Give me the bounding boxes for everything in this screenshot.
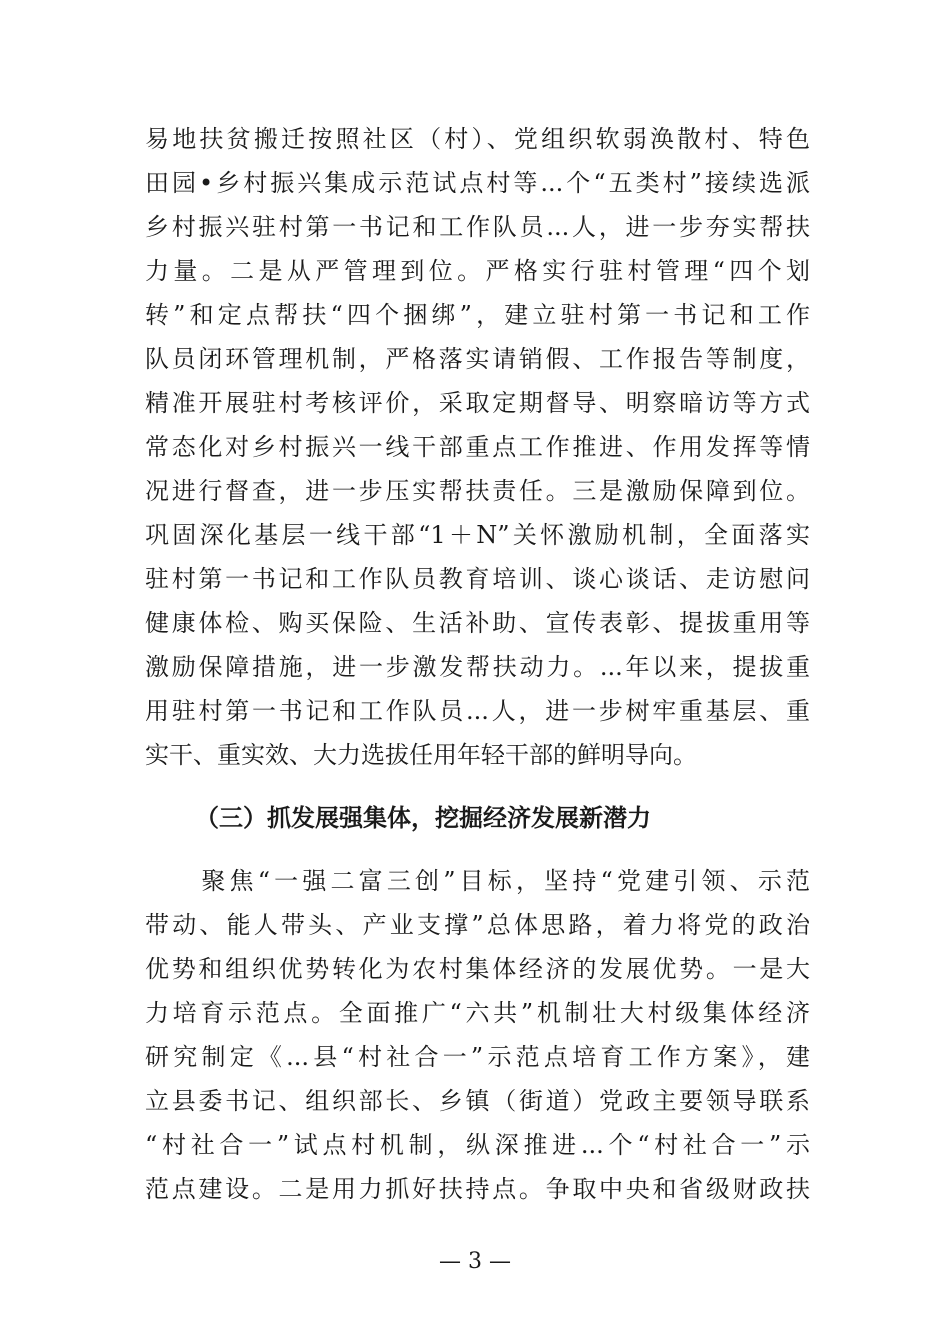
text-line: 优势和组织优势转化为农村集体经济的发展优势。一是大	[145, 955, 810, 983]
text-line: 驻村第一书记和工作队员教育培训、谈心谈话、走访慰问	[145, 565, 810, 593]
text-line: 况进行督查，进一步压实帮扶责任。三是激励保障到位。	[145, 477, 810, 505]
section-heading: （三）抓发展强集体，挖掘经济发展新潜力	[195, 803, 651, 832]
text-line: 实干、重实效、大力选拔任用年轻干部的鲜明导向。	[145, 741, 697, 769]
text-line: 健康体检、购买保险、生活补助、宣传表彰、提拔重用等	[145, 609, 810, 637]
text-line: 研究制定《...县“村社合一”示范点培育工作方案》，建	[145, 1043, 810, 1071]
text-line: 聚焦“一强二富三创”目标，坚持“党建引领、示范	[145, 867, 810, 895]
text-line: 力培育示范点。全面推广“六共”机制壮大村级集体经济	[145, 999, 810, 1027]
text-line: 范点建设。二是用力抓好扶持点。争取中央和省级财政扶	[145, 1175, 810, 1203]
text-line: 用驻村第一书记和工作队员...人，进一步树牢重基层、重	[145, 697, 810, 725]
page-number: — 3 —	[439, 1249, 511, 1274]
text-line: 立县委书记、组织部长、乡镇（街道）党政主要领导联系	[145, 1087, 810, 1115]
text-line: 力量。二是从严管理到位。严格实行驻村管理“四个划	[145, 257, 810, 285]
text-line: 激励保障措施，进一步激发帮扶动力。...年以来，提拔重	[145, 653, 810, 681]
text-line: 精准开展驻村考核评价，采取定期督导、明察暗访等方式	[145, 389, 810, 417]
text-line: 带动、能人带头、产业支撑”总体思路，着力将党的政治	[145, 911, 810, 939]
text-line: 转”和定点帮扶“四个捆绑”，建立驻村第一书记和工作	[145, 301, 810, 329]
text-line: “村社合一”试点村机制，纵深推进...个“村社合一”示	[145, 1131, 810, 1159]
text-line: 队员闭环管理机制，严格落实请销假、工作报告等制度，	[145, 345, 810, 373]
text-line: 乡村振兴驻村第一书记和工作队员...人，进一步夯实帮扶	[145, 213, 810, 241]
text-line: 易地扶贫搬迁按照社区（村）、党组织软弱涣散村、特色	[145, 125, 810, 153]
text-line: 田园•乡村振兴集成示范试点村等...个“五类村”接续选派	[145, 169, 810, 197]
text-line: 常态化对乡村振兴一线干部重点工作推进、作用发挥等情	[145, 433, 810, 461]
text-line: 巩固深化基层一线干部“1＋N”关怀激励机制，全面落实	[145, 521, 810, 549]
